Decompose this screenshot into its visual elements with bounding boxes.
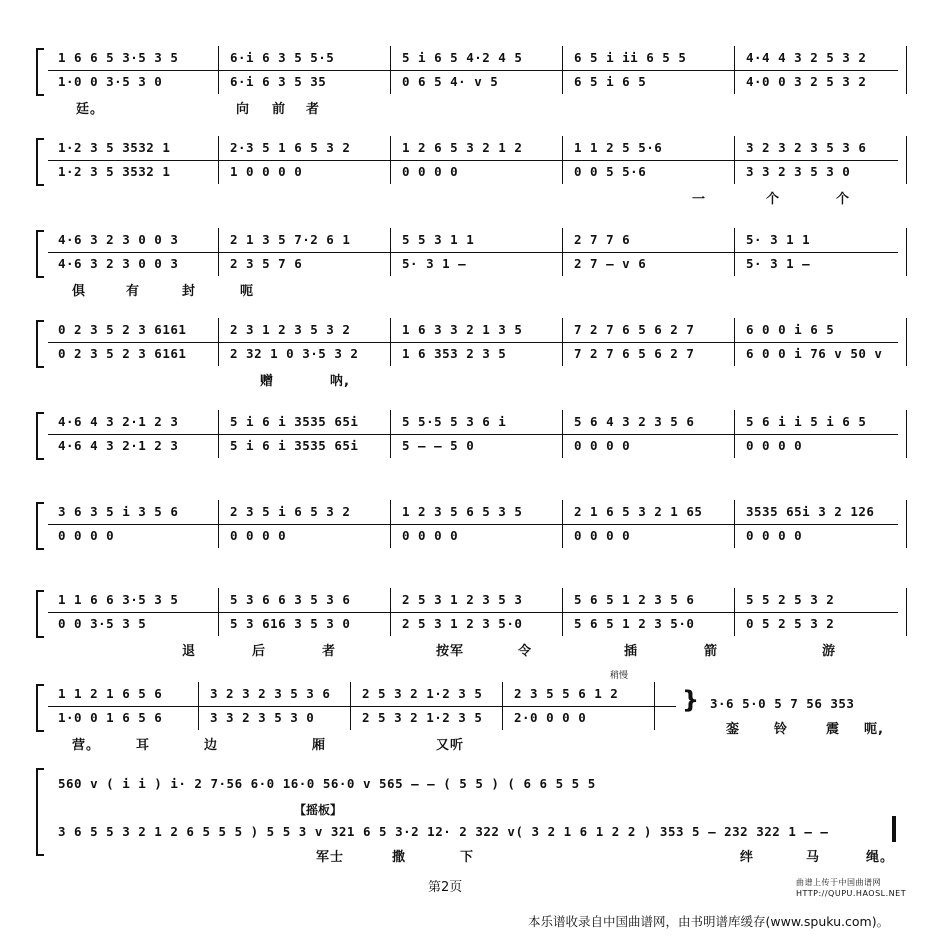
lyric: 呃, (864, 722, 884, 737)
barline (218, 318, 219, 366)
system-7-top-row (50, 592, 910, 607)
measure: 1 6 353 2 3 5 (402, 346, 507, 361)
lyric: 按军 (436, 644, 465, 659)
lyric: 厢 (312, 738, 327, 753)
lyric: 边 (204, 738, 219, 753)
lyric: 营。 (72, 738, 101, 753)
measure: 2 5 3 1 2 3 5 3 (402, 592, 523, 607)
measure: 0 2 3 5 2 3 6161 (58, 322, 187, 337)
lyric: 个 (836, 192, 851, 207)
system-5-bottom-row (50, 438, 910, 453)
lyric: 耳 (136, 738, 151, 753)
final-barline (892, 816, 896, 842)
measure: 2 5 3 1 2 3 5·0 (402, 616, 523, 631)
brace-symbol: } (682, 686, 701, 714)
system-bracket (36, 320, 44, 368)
measure: 2 3 5 5 6 1 2 (514, 686, 619, 701)
measure: 5 5 3 1 1 (402, 232, 475, 247)
system-6 (36, 494, 898, 564)
measure: 5 5 2 5 3 2 (746, 592, 835, 607)
barline (734, 136, 735, 184)
system-2-top-row (50, 140, 910, 155)
upload-note: 曲谱上传于中国曲谱网 (796, 878, 881, 887)
lyric: 退 (182, 644, 197, 659)
measure: 2 3 1 2 3 5 3 2 (230, 322, 351, 337)
measure: 1 0 0 0 0 (230, 164, 303, 179)
lyric: 有 (126, 284, 141, 299)
measure: 2 1 3 5 7·2 6 1 (230, 232, 351, 247)
measure: 6·i 6 3 5 35 (230, 74, 327, 89)
barline (198, 682, 199, 730)
barline (906, 588, 907, 636)
barline (734, 228, 735, 276)
system-bracket (36, 138, 44, 186)
measure: 5 i 6 5 4·2 4 5 (402, 50, 523, 65)
measure: 1 1 2 5 5·6 (574, 140, 663, 155)
measure: 5 3 616 3 5 3 0 (230, 616, 351, 631)
system-bracket (36, 502, 44, 550)
system-1 (36, 40, 898, 117)
barline (502, 682, 503, 730)
barline (562, 500, 563, 548)
measure: 0 0 0 0 (58, 528, 115, 543)
barline (218, 500, 219, 548)
system-3 (36, 222, 898, 299)
measure: 3 2 3 2 3 5 3 6 (746, 140, 867, 155)
measure: 0 0 0 0 (574, 528, 631, 543)
measure: 0 0 0 0 (746, 438, 803, 453)
barline (654, 682, 655, 730)
lyric: 前 (272, 102, 287, 117)
lyric: 者 (322, 644, 337, 659)
measure: 6 0 0 i 6 5 (746, 322, 835, 337)
measure: 2 3 5 7 6 (230, 256, 303, 271)
measure: 4·6 3 2 3 0 0 3 (58, 256, 179, 271)
measure: 1·0 0 1 6 5 6 (58, 710, 163, 725)
barline (218, 228, 219, 276)
system-bracket (36, 48, 44, 96)
barline (734, 46, 735, 94)
lyric: 呐, (330, 374, 350, 389)
measure: 7 2 7 6 5 6 2 7 (574, 346, 695, 361)
measure: 0 0 0 0 (402, 528, 459, 543)
barline (390, 410, 391, 458)
measure: 4·0 0 3 2 5 3 2 (746, 74, 867, 89)
measure: 1 1 6 6 3·5 3 5 (58, 592, 179, 607)
measure: 5 6 5 1 2 3 5·0 (574, 616, 695, 631)
barline (390, 228, 391, 276)
lyric: 游 (822, 644, 837, 659)
measure: 2 7 — v 6 (574, 256, 647, 271)
barline (390, 588, 391, 636)
barline (390, 318, 391, 366)
measure: 3 3 2 3 5 3 0 (210, 710, 315, 725)
system-1-top-row (50, 50, 910, 65)
tempo-marking: 稍慢 (610, 671, 629, 681)
system-4-top-row (50, 322, 910, 337)
measure: 0 2 3 5 2 3 6161 (58, 346, 187, 361)
measure: 5 5·5 5 3 6 i (402, 414, 507, 429)
system-6-bottom-row (50, 528, 910, 543)
measure: 2 7 7 6 (574, 232, 631, 247)
measure: 5 i 6 i 3535 65i (230, 414, 359, 429)
system-8-bottom-row (50, 710, 658, 725)
measure: 1 2 6 5 3 2 1 2 (402, 140, 523, 155)
barline (562, 46, 563, 94)
measure: 2 3 5 i 6 5 3 2 (230, 504, 351, 519)
measure: 3 6 3 5 i 3 5 6 (58, 504, 179, 519)
measure: 6·i 6 3 5 5·5 (230, 50, 335, 65)
measure: 0 6 5 4· v 5 (402, 74, 499, 89)
measure: 3 2 3 2 3 5 3 6 (210, 686, 331, 701)
measure: 2 32 1 0 3·5 3 2 (230, 346, 359, 361)
system-5-top-row (50, 414, 910, 429)
measure: 5· 3 1 — (402, 256, 467, 271)
lyric: 令 (518, 644, 533, 659)
system-7-bottom-row (50, 616, 910, 631)
barline (390, 500, 391, 548)
barline (906, 136, 907, 184)
lyric: 军士 (316, 850, 345, 865)
measure: 6 5 i 6 5 (574, 74, 647, 89)
system-9-bottom-line: 3 6 5 5 3 2 1 2 6 5 5 5 ) 5 5 3 v 321 6 5 3·2 12· 2 322 v( 3 2 1 6 1 2 2 ) 353 5 — 232 322 1 — — (58, 824, 829, 839)
measure: 5 i 6 i 3535 65i (230, 438, 359, 453)
measure: 4·6 3 2 3 0 0 3 (58, 232, 179, 247)
barline (562, 410, 563, 458)
lyric: 箭 (704, 644, 719, 659)
measure: 0 0 0 0 (574, 438, 631, 453)
system-4-bottom-row (50, 346, 910, 361)
system-3-top-row (50, 232, 910, 247)
staff-divider (48, 706, 676, 707)
lyric: 绳。 (866, 850, 895, 865)
system-9 (36, 768, 898, 865)
measure: 0 0 5 5·6 (574, 164, 647, 179)
lyric: 震 (826, 722, 841, 737)
measure: 1 1 2 1 6 5 6 (58, 686, 163, 701)
measure: 5 6 4 3 2 3 5 6 (574, 414, 695, 429)
lyric: 又听 (436, 738, 465, 753)
measure: 5 6 5 1 2 3 5 6 (574, 592, 695, 607)
lyric: 绊 (740, 850, 755, 865)
lyric: 呃 (240, 284, 255, 299)
measure: 0 0 0 0 (402, 164, 459, 179)
lyric: 马 (806, 850, 821, 865)
system-5 (36, 404, 898, 474)
lyric: 廷。 (76, 102, 105, 117)
barline (906, 500, 907, 548)
lyric: 向 (236, 102, 251, 117)
barline (218, 46, 219, 94)
lyric: 铃 (774, 722, 789, 737)
lyric: 赠 (260, 374, 275, 389)
system-8 (36, 671, 898, 753)
page-number: 第2页 (428, 880, 463, 895)
barline (562, 588, 563, 636)
staff-divider (48, 612, 898, 613)
barline (734, 588, 735, 636)
barline (350, 682, 351, 730)
barline (218, 136, 219, 184)
lyric: 后 (252, 644, 267, 659)
barline (906, 46, 907, 94)
measure: 5 3 6 6 3 5 3 6 (230, 592, 351, 607)
lyric: 撒 (392, 850, 407, 865)
measure: 0 5 2 5 3 2 (746, 616, 835, 631)
system-4 (36, 312, 898, 389)
barline (734, 410, 735, 458)
system-bracket (36, 768, 44, 856)
measure: 1 6 6 5 3·5 3 5 (58, 50, 179, 65)
measure: 6 0 0 i 76 v 50 v (746, 346, 883, 361)
barline (390, 136, 391, 184)
lyric: 者 (306, 102, 321, 117)
measure: 1 6 3 3 2 1 3 5 (402, 322, 523, 337)
measure: 1·2 3 5 3532 1 (58, 164, 171, 179)
measure: 2 5 3 2 1·2 3 5 (362, 686, 483, 701)
barline (562, 136, 563, 184)
system-bracket (36, 590, 44, 638)
barline (562, 228, 563, 276)
lyric: 下 (460, 850, 475, 865)
source-note: 本乐谱收录自中国曲谱网，由书明谱库缓存(www.spuku.com)。 (528, 914, 890, 929)
measure: 1·0 0 3·5 3 0 (58, 74, 163, 89)
staff-divider (48, 252, 898, 253)
measure: 4·6 4 3 2·1 2 3 (58, 414, 179, 429)
system-8-top-row (50, 686, 658, 701)
system-bracket (36, 412, 44, 460)
system-3-bottom-row (50, 256, 910, 271)
system-2-bottom-row (50, 164, 910, 179)
measure: 4·6 4 3 2·1 2 3 (58, 438, 179, 453)
measure: 1·2 3 5 3532 1 (58, 140, 171, 155)
barline (734, 318, 735, 366)
lyric: 銮 (726, 722, 741, 737)
barline (218, 588, 219, 636)
measure: 5· 3 1 — (746, 256, 811, 271)
barline (906, 228, 907, 276)
measure: 3 3 2 3 5 3 0 (746, 164, 851, 179)
measure: 5 — — 5 0 (402, 438, 475, 453)
measure: 5· 3 1 1 (746, 232, 811, 247)
barline (906, 318, 907, 366)
lyric: 插 (624, 644, 639, 659)
system-bracket (36, 230, 44, 278)
free-rhythm-line: 3·6 5·0 5 7 56 353 (710, 696, 855, 711)
system-6-top-row (50, 504, 910, 519)
barline (734, 500, 735, 548)
measure: 2·0 0 0 0 (514, 710, 587, 725)
measure: 0 0 0 0 (230, 528, 287, 543)
staff-divider (48, 342, 898, 343)
barline (562, 318, 563, 366)
tempo-marking: 【摇板】 (294, 803, 343, 817)
system-7 (36, 582, 898, 659)
measure: 2 1 6 5 3 2 1 65 (574, 504, 703, 519)
measure: 6 5 i ii 6 5 5 (574, 50, 687, 65)
measure: 2 5 3 2 1·2 3 5 (362, 710, 483, 725)
barline (218, 410, 219, 458)
lyric: 俱 (72, 284, 87, 299)
measure: 0 0 3·5 3 5 (58, 616, 147, 631)
system-2 (36, 130, 898, 207)
barline (906, 410, 907, 458)
measure: 0 0 0 0 (746, 528, 803, 543)
staff-divider (48, 160, 898, 161)
measure: 1 2 3 5 6 5 3 5 (402, 504, 523, 519)
lyric: 一 (692, 192, 707, 207)
measure: 5 6 i i 5 i 6 5 (746, 414, 867, 429)
lyric: 封 (182, 284, 197, 299)
measure: 4·4 4 3 2 5 3 2 (746, 50, 867, 65)
measure: 3535 65i 3 2 126 (746, 504, 875, 519)
measure: 2·3 5 1 6 5 3 2 (230, 140, 351, 155)
system-1-bottom-row (50, 74, 910, 89)
system-9-top-line: 560 v ( i i ) i· 2 7·56 6·0 16·0 56·0 v 565 — — ( 5 5 ) ( 6 6 5 5 5 (58, 776, 596, 791)
lyric: 个 (766, 192, 781, 207)
staff-divider (48, 70, 898, 71)
upload-url: HTTP://QUPU.HAOSL.NET (796, 889, 907, 898)
barline (390, 46, 391, 94)
system-bracket (36, 684, 44, 732)
staff-divider (48, 524, 898, 525)
staff-divider (48, 434, 898, 435)
measure: 7 2 7 6 5 6 2 7 (574, 322, 695, 337)
